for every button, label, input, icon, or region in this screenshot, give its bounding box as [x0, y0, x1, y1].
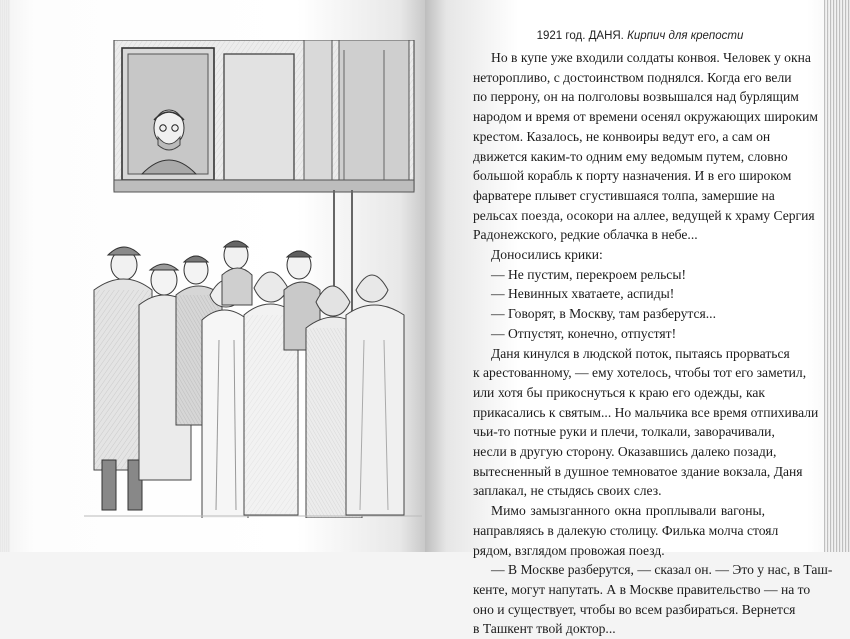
text-line: кенте, могут напутать. А в Москве правительство — на то [473, 581, 811, 597]
text-line: к арестованному, — ему хотелось, чтобы тот его заметил, [473, 365, 807, 381]
text-line: Доносились крики: [491, 247, 603, 263]
text-line: Но в купе уже входили солдаты конвоя. Человек у окна [491, 50, 811, 65]
text-line: крестом. Казалось, не конвоиры ведут его, а сам он [473, 128, 771, 144]
paragraph [473, 324, 765, 344]
text-line: оно и существует, чтобы во всем разбираться. Вернется [473, 601, 796, 617]
header-chapter: ДАНЯ. [588, 30, 624, 42]
text-line: неторопливо, с достоинством поднялся. Когда его вели [473, 69, 792, 85]
text-line: — Отпустят, конечно, отпустят! [491, 325, 677, 341]
paragraph [473, 560, 833, 639]
text-line: рядом, взглядом провожая поезд. [473, 542, 665, 558]
text-line: движется каким-то одним ему ведомым путем, словно [473, 148, 788, 164]
text-line: направляясь в далекую столицу. Филька молча стоял [473, 522, 779, 538]
text-line: чьи-то потные руки и плечи, толкали, заворачивали, [473, 424, 775, 440]
text-line: — Не пустим, перекроем рельсы! [491, 266, 687, 282]
paragraph [473, 265, 765, 285]
text-line: — Говорят, в Москву, там разберутся... [491, 306, 716, 322]
text-line: Радонежского, редкие облачка в небе... [473, 227, 698, 243]
running-header [515, 30, 765, 42]
text-line: Мимо замызганного окна проплывали вагоны, [491, 503, 765, 519]
paragraph [473, 48, 818, 245]
text-line: заплакал, не стыдясь своих слез. [473, 483, 662, 499]
text-line: по перрону, он на полголовы возвышался над бурлящим [473, 89, 799, 105]
text-line: рельсах поезда, осокори на аллее, ведущей к храму Сергия [473, 207, 815, 223]
header-year: 1921 год. [536, 30, 586, 42]
text-line: фарватере плывет сгустившаяся толпа, замершие на [473, 187, 775, 203]
paragraph [473, 304, 765, 324]
body-text [473, 48, 833, 639]
paragraph [473, 284, 765, 304]
paragraph [473, 245, 765, 265]
text-line: Даня кинулся в людской поток, пытаясь прорваться [491, 345, 790, 361]
text-line: несли в другую сторону. Оказавшись далеко позади, [473, 444, 777, 460]
paragraph [473, 501, 779, 560]
right-page-edges [824, 0, 850, 552]
illustration [84, 40, 422, 518]
text-line: вытесненный в душное темноватое здание вокзала, Даня [473, 463, 803, 479]
text-line: прикасались к святым... Но мальчика все время отпихивали [473, 404, 819, 420]
left-page [0, 0, 425, 552]
text-line: — Невинных хватаете, аспиды! [491, 286, 675, 302]
text-line: народом и время от времени осенял окружающих широким [473, 109, 818, 125]
text-line: — В Москве разберутся, — сказал он. — Это у нас, в Таш- [491, 562, 833, 578]
text-line: большой корабль к порту назначения. И в его широком [473, 168, 792, 184]
paragraph [473, 344, 819, 502]
left-page-edges [0, 0, 10, 552]
text-line: в Ташкент твой доктор... [473, 621, 616, 637]
header-subtitle: Кирпич для крепости [627, 30, 744, 42]
text-line: или хотя бы прикоснуться к краю его одежды, как [473, 384, 765, 400]
crowd [84, 241, 422, 518]
